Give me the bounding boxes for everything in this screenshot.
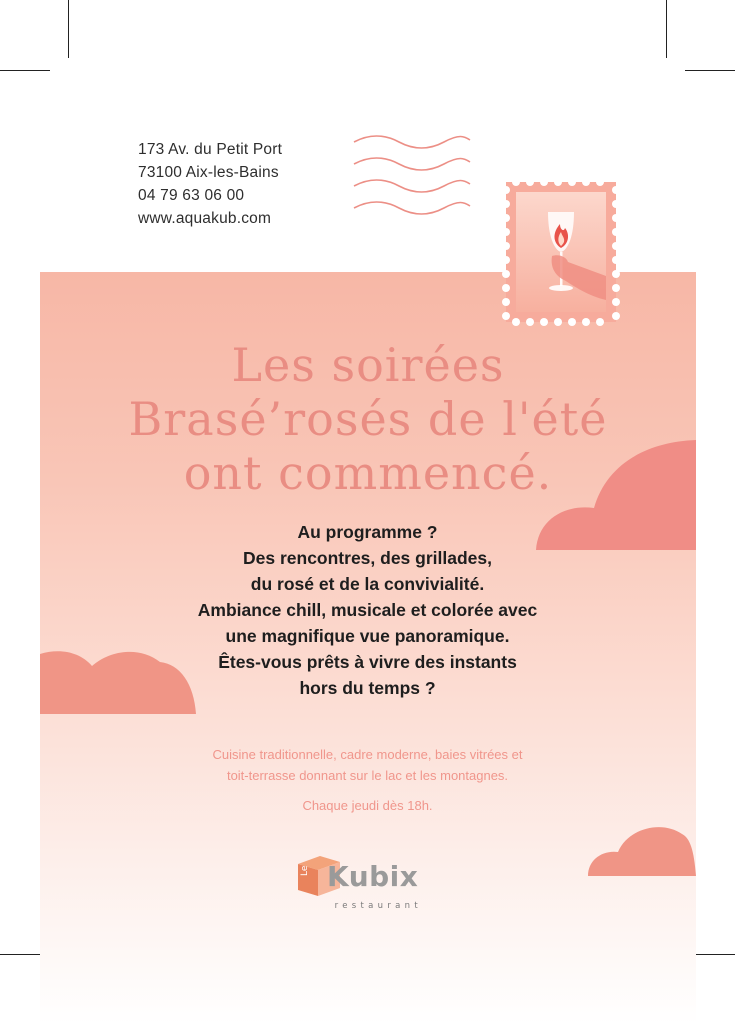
- title-line: Brasé’rosés de l'été: [128, 392, 608, 446]
- logo-name: Kubix: [327, 860, 419, 893]
- program-line: Ambiance chill, musicale et colorée avec: [197, 600, 538, 620]
- stamp-icon: [502, 178, 620, 326]
- address-street: 173 Av. du Petit Port: [138, 141, 283, 158]
- cloud-bottom-right-icon: [588, 820, 696, 876]
- kubix-logo: [296, 850, 422, 914]
- schedule-text: Chaque jeudi dès 18h.: [302, 798, 433, 813]
- program-line: Au programme ?: [297, 522, 438, 542]
- program-line: Des rencontres, des grillades,: [243, 548, 492, 568]
- title-line: Les soirées: [231, 338, 505, 392]
- restaurant-details: [120, 744, 615, 816]
- details-line: toit-terrasse donnant sur le lac et les montagnes.: [226, 768, 509, 783]
- logo-subtitle: restaurant: [334, 901, 422, 911]
- program-text: [100, 519, 635, 701]
- crop-mark: [68, 0, 69, 58]
- logo-prefix: Le: [300, 865, 310, 876]
- address-phone: 04 79 63 06 00: [138, 187, 245, 204]
- program-line: hors du temps ?: [299, 678, 436, 698]
- crop-mark: [685, 70, 735, 71]
- address-city: 73100 Aix-les-Bains: [138, 164, 279, 181]
- title-line: ont commencé.: [183, 446, 553, 500]
- details-line: Cuisine traditionnelle, cadre moderne, baies vitrées et: [212, 747, 523, 762]
- address-block: [138, 138, 282, 230]
- event-title: [60, 338, 676, 500]
- crop-mark: [0, 70, 50, 71]
- crop-mark: [666, 0, 667, 58]
- address-website: www.aquakub.com: [138, 210, 272, 227]
- program-line: une magnifique vue panoramique.: [225, 626, 510, 646]
- program-line: Êtes-vous prêts à vivre des instants: [218, 652, 517, 672]
- postmark-waves-icon: [352, 134, 472, 224]
- program-line: du rosé et de la convivialité.: [250, 574, 485, 594]
